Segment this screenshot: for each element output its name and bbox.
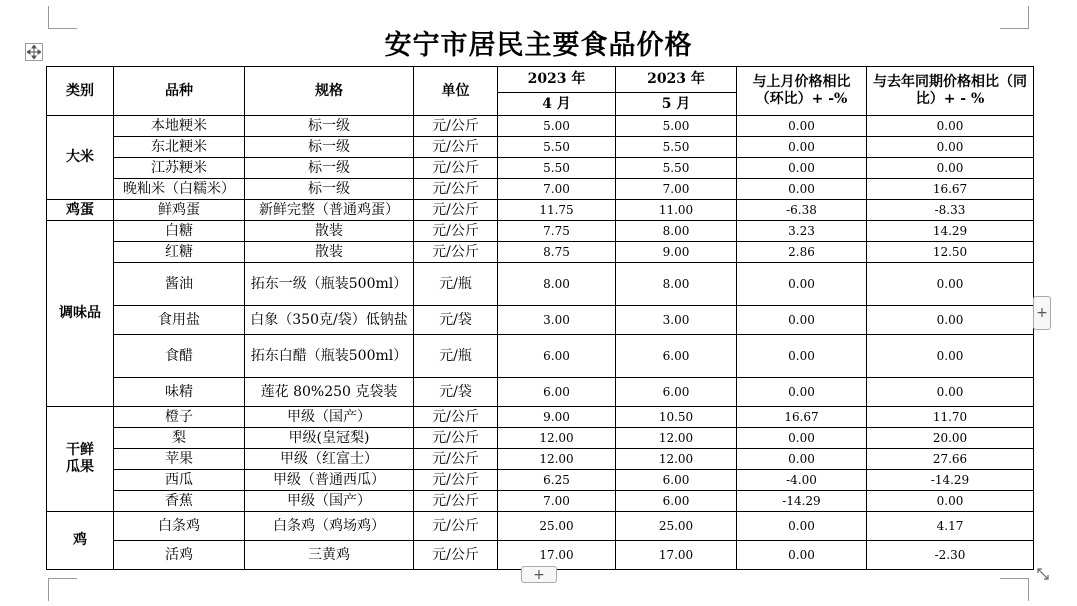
crop-mark-top-right [1000,6,1029,29]
spec-cell: 标一级 [245,116,414,137]
yoy-cell: 0.00 [867,116,1034,137]
header-month-a: 4 月 [498,93,616,116]
mom-cell: 0.00 [737,378,867,407]
spec-cell: 甲级(皇冠梨) [245,428,414,449]
table-row [47,179,1034,200]
yoy-cell: 0.00 [867,491,1034,512]
apr-price-cell: 12.00 [498,428,616,449]
spec-cell: 标一级 [245,179,414,200]
apr-price-cell: 9.00 [498,407,616,428]
category-cell [47,407,114,512]
table-row [47,512,1034,541]
spec-cell: 散装 [245,221,414,242]
yoy-cell: -8.33 [867,200,1034,221]
unit-cell: 元/公斤 [414,491,498,512]
yoy-cell: 20.00 [867,428,1034,449]
plus-icon: + [533,566,545,583]
yoy-cell: 12.50 [867,242,1034,263]
category-label: 干鲜瓜果 [65,442,94,475]
apr-price-cell: 11.75 [498,200,616,221]
table-row [47,263,1034,306]
spec-cell: 甲级（普通西瓜） [245,470,414,491]
apr-price-cell: 7.75 [498,221,616,242]
may-price-cell: 5.50 [616,137,737,158]
may-price-cell: 5.50 [616,158,737,179]
variety-cell: 江苏粳米 [114,158,245,179]
may-price-cell: 5.00 [616,116,737,137]
spec-cell: 白象（350克/袋）低钠盐 [245,306,414,335]
unit-cell: 元/公斤 [414,200,498,221]
table-row [47,407,1034,428]
yoy-cell: 0.00 [867,137,1034,158]
mom-cell: 0.00 [737,335,867,378]
variety-cell: 西瓜 [114,470,245,491]
add-column-button[interactable] [1033,296,1051,330]
apr-price-cell: 7.00 [498,491,616,512]
variety-cell: 橙子 [114,407,245,428]
variety-cell: 鲜鸡蛋 [114,200,245,221]
yoy-cell: 0.00 [867,306,1034,335]
mom-cell: 0.00 [737,512,867,541]
variety-cell: 酱油 [114,263,245,306]
apr-price-cell: 12.00 [498,449,616,470]
header-variety: 品种 [114,67,245,116]
apr-price-cell: 5.00 [498,116,616,137]
unit-cell: 元/公斤 [414,221,498,242]
may-price-cell: 12.00 [616,449,737,470]
mom-cell: -14.29 [737,491,867,512]
apr-price-cell: 3.00 [498,306,616,335]
variety-cell: 东北粳米 [114,137,245,158]
may-price-cell: 3.00 [616,306,737,335]
crop-mark-bottom-right [1000,578,1029,601]
may-price-cell: 12.00 [616,428,737,449]
crop-mark-top-left [48,6,77,29]
spec-cell: 拓东一级（瓶装500ml） [245,263,414,306]
category-cell: 大米 [47,116,114,200]
spec-cell: 三黄鸡 [245,541,414,570]
header-year-b: 2023 年 [616,67,737,93]
spec-cell: 甲级（红富士） [245,449,414,470]
mom-cell: -6.38 [737,200,867,221]
category-cell: 鸡 [47,512,114,570]
yoy-cell: 4.17 [867,512,1034,541]
unit-cell: 元/公斤 [414,179,498,200]
may-price-cell: 6.00 [616,378,737,407]
table-row [47,335,1034,378]
header-spec: 规格 [245,67,414,116]
mom-cell: 3.23 [737,221,867,242]
header-year-a: 2023 年 [498,67,616,93]
spec-cell: 标一级 [245,158,414,179]
may-price-cell: 10.50 [616,407,737,428]
spec-cell: 散装 [245,242,414,263]
unit-cell: 元/公斤 [414,541,498,570]
may-price-cell: 11.00 [616,200,737,221]
may-price-cell: 17.00 [616,541,737,570]
may-price-cell: 6.00 [616,491,737,512]
variety-cell: 红糖 [114,242,245,263]
spec-cell: 甲级（国产） [245,407,414,428]
yoy-cell: 16.67 [867,179,1034,200]
yoy-cell: 14.29 [867,221,1034,242]
apr-price-cell: 8.00 [498,263,616,306]
header-month-b: 5 月 [616,93,737,116]
apr-price-cell: 6.00 [498,378,616,407]
variety-cell: 味精 [114,378,245,407]
mom-cell: 0.00 [737,179,867,200]
table-row [47,200,1034,221]
unit-cell: 元/公斤 [414,242,498,263]
mom-cell: 16.67 [737,407,867,428]
yoy-cell: 0.00 [867,378,1034,407]
unit-cell: 元/公斤 [414,512,498,541]
table-row [47,470,1034,491]
unit-cell: 元/公斤 [414,137,498,158]
unit-cell: 元/袋 [414,378,498,407]
apr-price-cell: 6.00 [498,335,616,378]
mom-cell: 0.00 [737,428,867,449]
mom-cell: 2.86 [737,242,867,263]
spec-cell: 标一级 [245,137,414,158]
header-category: 类别 [47,67,114,116]
mom-cell: 0.00 [737,541,867,570]
table-row [47,378,1034,407]
may-price-cell: 8.00 [616,221,737,242]
unit-cell: 元/公斤 [414,470,498,491]
apr-price-cell: 6.25 [498,470,616,491]
may-price-cell: 8.00 [616,263,737,306]
mom-cell: 0.00 [737,263,867,306]
may-price-cell: 6.00 [616,335,737,378]
yoy-cell: 0.00 [867,263,1034,306]
table-row [47,242,1034,263]
category-cell: 调味品 [47,221,114,407]
variety-cell: 食醋 [114,335,245,378]
variety-cell: 白糖 [114,221,245,242]
variety-cell: 食用盐 [114,306,245,335]
spec-cell: 莲花 80%250 克袋装 [245,378,414,407]
table-row [47,428,1034,449]
mom-cell: -4.00 [737,470,867,491]
unit-cell: 元/袋 [414,306,498,335]
apr-price-cell: 8.75 [498,242,616,263]
category-cell: 鸡蛋 [47,200,114,221]
variety-cell: 本地粳米 [114,116,245,137]
yoy-cell: -2.30 [867,541,1034,570]
spec-cell: 拓东白醋（瓶装500ml） [245,335,414,378]
header-unit: 单位 [414,67,498,116]
yoy-cell: 0.00 [867,335,1034,378]
variety-cell: 梨 [114,428,245,449]
unit-cell: 元/瓶 [414,335,498,378]
table-row [47,491,1034,512]
plus-icon: + [1036,305,1048,321]
add-row-button[interactable] [521,566,557,583]
may-price-cell: 25.00 [616,512,737,541]
spec-cell: 白条鸡（鸡场鸡） [245,512,414,541]
mom-cell: 0.00 [737,306,867,335]
diagonal-resize-icon [1036,567,1050,581]
variety-cell: 白条鸡 [114,512,245,541]
header-yoy: 与去年同期价格相比（同比）+ - % [867,67,1034,116]
variety-cell: 香蕉 [114,491,245,512]
unit-cell: 元/公斤 [414,449,498,470]
table-row [47,306,1034,335]
crop-mark-bottom-left [48,578,77,601]
table-resize-handle[interactable] [1034,565,1052,583]
unit-cell: 元/公斤 [414,428,498,449]
unit-cell: 元/公斤 [414,407,498,428]
mom-cell: 0.00 [737,116,867,137]
unit-cell: 元/公斤 [414,158,498,179]
may-price-cell: 7.00 [616,179,737,200]
table-row [47,449,1034,470]
yoy-cell: 11.70 [867,407,1034,428]
variety-cell: 晚籼米（白糯米） [114,179,245,200]
table-row [47,158,1034,179]
spec-cell: 甲级（国产） [245,491,414,512]
apr-price-cell: 17.00 [498,541,616,570]
variety-cell: 活鸡 [114,541,245,570]
may-price-cell: 9.00 [616,242,737,263]
variety-cell: 苹果 [114,449,245,470]
spec-cell: 新鲜完整（普通鸡蛋） [245,200,414,221]
page-title: 安宁市居民主要食品价格 [384,30,693,61]
table-row [47,116,1034,137]
apr-price-cell: 5.50 [498,158,616,179]
mom-cell: 0.00 [737,449,867,470]
unit-cell: 元/瓶 [414,263,498,306]
table-row [47,221,1034,242]
may-price-cell: 6.00 [616,470,737,491]
header-mom: 与上月价格相比（环比）+ -% [737,67,867,116]
apr-price-cell: 25.00 [498,512,616,541]
table-row [47,137,1034,158]
price-table [46,66,1034,570]
yoy-cell: 0.00 [867,158,1034,179]
unit-cell: 元/公斤 [414,116,498,137]
mom-cell: 0.00 [737,158,867,179]
yoy-cell: 27.66 [867,449,1034,470]
apr-price-cell: 5.50 [498,137,616,158]
apr-price-cell: 7.00 [498,179,616,200]
mom-cell: 0.00 [737,137,867,158]
yoy-cell: -14.29 [867,470,1034,491]
